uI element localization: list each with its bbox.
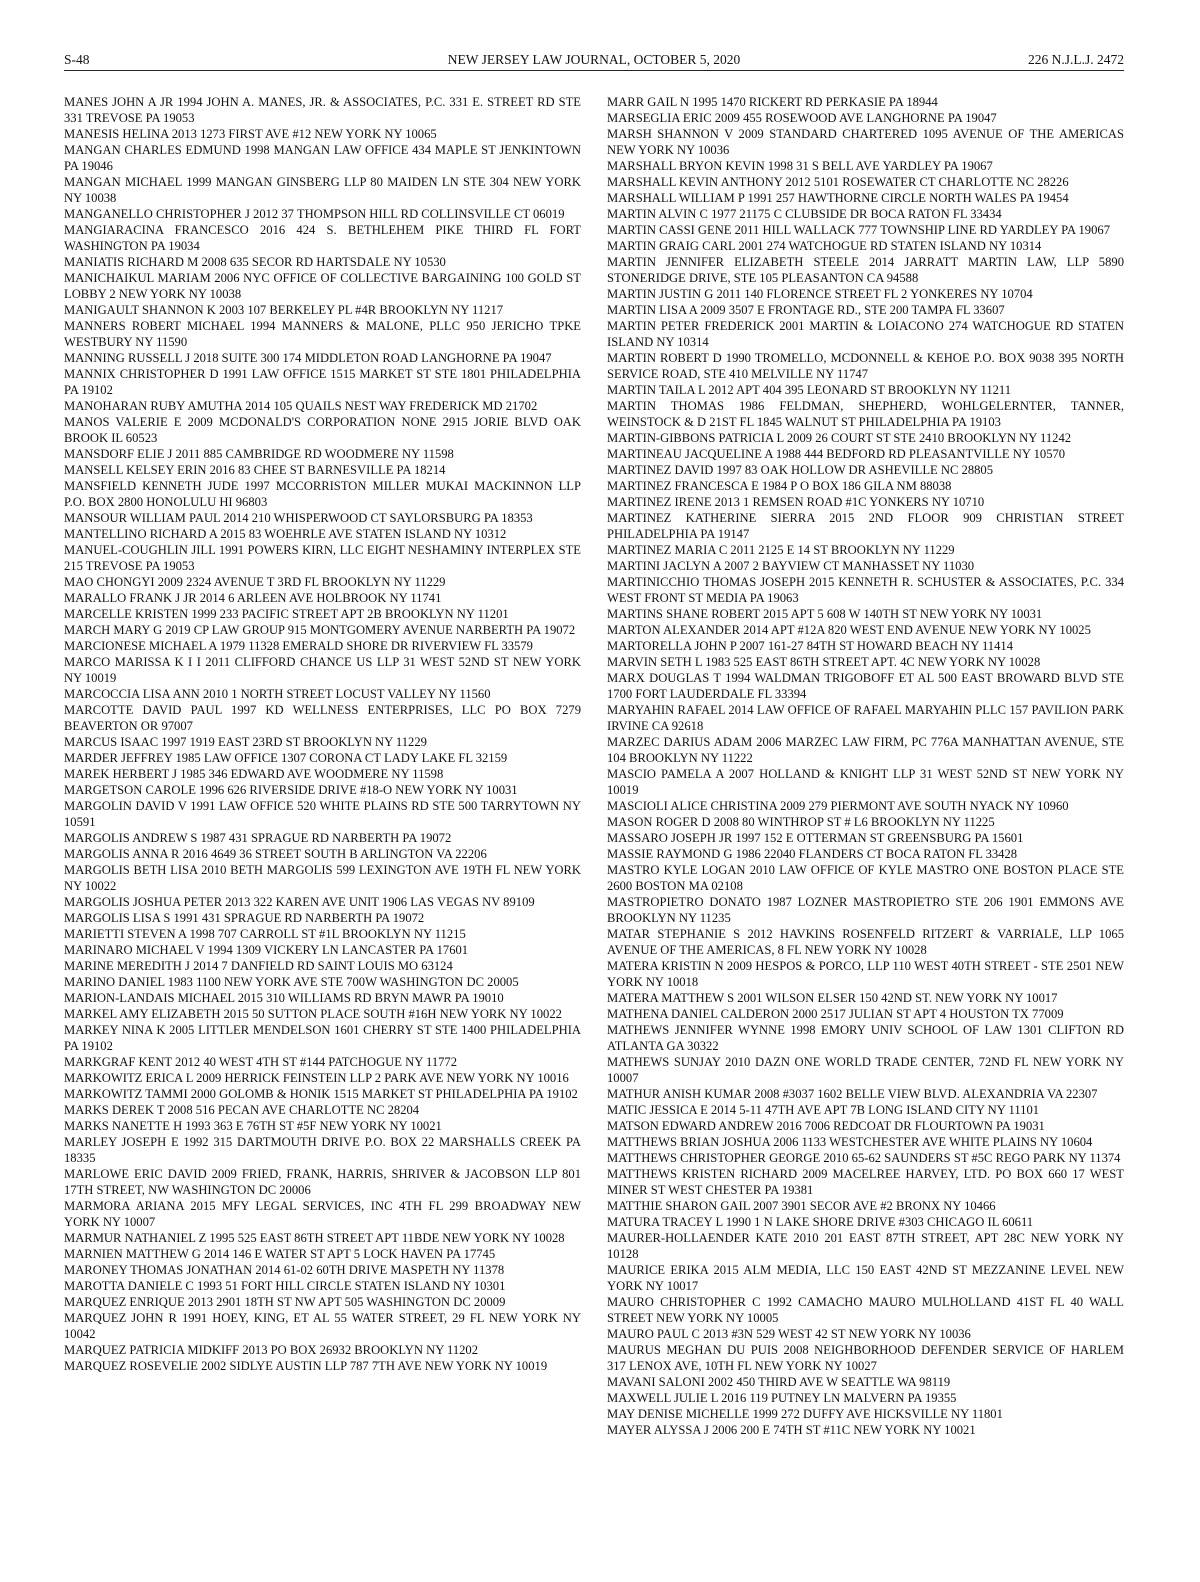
attorney-entry: MARTIN PETER FREDERICK 2001 MARTIN & LOIACONO 274 WATCHOGUE RD STATEN ISLAND NY 10314 bbox=[607, 319, 1124, 349]
attorney-entry: MATTHEWS KRISTEN RICHARD 2009 MACELREE HARVEY, LTD. PO BOX 660 17 WEST MINER ST WEST CHESTER PA 19381 bbox=[607, 1167, 1124, 1197]
attorney-entry: MANIATIS RICHARD M 2008 635 SECOR RD HARTSDALE NY 10530 bbox=[64, 255, 446, 269]
attorney-entry: MARGOLIS ANDREW S 1987 431 SPRAGUE RD NARBERTH PA 19072 bbox=[64, 831, 452, 845]
attorney-entry: MARKGRAF KENT 2012 40 WEST 4TH ST #144 PATCHOGUE NY 11772 bbox=[64, 1055, 458, 1069]
attorney-entry: MARGOLIN DAVID V 1991 LAW OFFICE 520 WHITE PLAINS RD STE 500 TARRYTOWN NY 10591 bbox=[64, 799, 581, 829]
attorney-entry: MANNIX CHRISTOPHER D 1991 LAW OFFICE 1515 MARKET ST STE 1801 PHILADELPHIA PA 19102 bbox=[64, 367, 581, 397]
attorney-entry: MARINARO MICHAEL V 1994 1309 VICKERY LN LANCASTER PA 17601 bbox=[64, 943, 469, 957]
attorney-entry: MANTELLINO RICHARD A 2015 83 WOEHRLE AVE STATEN ISLAND NY 10312 bbox=[64, 527, 507, 541]
attorney-entry: MATTHEWS BRIAN JOSHUA 2006 1133 WESTCHESTER AVE WHITE PLAINS NY 10604 bbox=[607, 1135, 1093, 1149]
attorney-entry: MARLEY JOSEPH E 1992 315 DARTMOUTH DRIVE P.O. BOX 22 MARSHALLS CREEK PA 18335 bbox=[64, 1135, 581, 1165]
attorney-entry: MARTINEZ KATHERINE SIERRA 2015 2ND FLOOR 909 CHRISTIAN STREET PHILADELPHIA PA 19147 bbox=[607, 511, 1124, 541]
attorney-entry: MANGAN CHARLES EDMUND 1998 MANGAN LAW OFFICE 434 MAPLE ST JENKINTOWN PA 19046 bbox=[64, 143, 581, 173]
attorney-entry: MARSHALL WILLIAM P 1991 257 HAWTHORNE CIRCLE NORTH WALES PA 19454 bbox=[607, 191, 1069, 205]
attorney-entry: MATHENA DANIEL CALDERON 2000 2517 JULIAN ST APT 4 HOUSTON TX 77009 bbox=[607, 1007, 1064, 1021]
attorney-entry: MATHUR ANISH KUMAR 2008 #3037 1602 BELLE VIEW BLVD. ALEXANDRIA VA 22307 bbox=[607, 1087, 1098, 1101]
attorney-entry: MARTINICCHIO THOMAS JOSEPH 2015 KENNETH R. SCHUSTER & ASSOCIATES, P.C. 334 WEST FRONT ST MEDIA PA 19063 bbox=[607, 575, 1124, 605]
attorney-entry: MARKEL AMY ELIZABETH 2015 50 SUTTON PLACE SOUTH #16H NEW YORK NY 10022 bbox=[64, 1007, 562, 1021]
attorney-entry: MATSON EDWARD ANDREW 2016 7006 REDCOAT DR FLOURTOWN PA 19031 bbox=[607, 1119, 1045, 1133]
attorney-entry: MARTIN CASSI GENE 2011 HILL WALLACK 777 TOWNSHIP LINE RD YARDLEY PA 19067 bbox=[607, 223, 1110, 237]
attorney-entry: MARTIN TAILA L 2012 APT 404 395 LEONARD ST BROOKLYN NY 11211 bbox=[607, 383, 1012, 397]
right-column bbox=[607, 94, 1124, 1438]
attorney-entry: MARKOWITZ TAMMI 2000 GOLOMB & HONIK 1515 MARKET ST PHILADELPHIA PA 19102 bbox=[64, 1087, 578, 1101]
attorney-entry: MARINE MEREDITH J 2014 7 DANFIELD RD SAINT LOUIS MO 63124 bbox=[64, 959, 453, 973]
attorney-entry: MATERA KRISTIN N 2009 HESPOS & PORCO, LLP 110 WEST 40TH STREET - STE 2501 NEW YORK NY 10018 bbox=[607, 959, 1124, 989]
attorney-entry: MARQUEZ JOHN R 1991 HOEY, KING, ET AL 55 WATER STREET, 29 FL NEW YORK NY 10042 bbox=[64, 1311, 581, 1341]
attorney-entry: MARTINEZ DAVID 1997 83 OAK HOLLOW DR ASHEVILLE NC 28805 bbox=[607, 463, 994, 477]
attorney-entry: MAO CHONGYI 2009 2324 AVENUE T 3RD FL BROOKLYN NY 11229 bbox=[64, 575, 446, 589]
attorney-entry: MANOHARAN RUBY AMUTHA 2014 105 QUAILS NEST WAY FREDERICK MD 21702 bbox=[64, 399, 538, 413]
attorney-entry: MANSFIELD KENNETH JUDE 1997 MCCORRISTON MILLER MUKAI MACKINNON LLP P.O. BOX 2800 HONOLULU HI 96803 bbox=[64, 479, 581, 509]
attorney-entry: MAURO PAUL C 2013 #3N 529 WEST 42 ST NEW YORK NY 10036 bbox=[607, 1327, 971, 1341]
attorney-entry: MARSHALL KEVIN ANTHONY 2012 5101 ROSEWATER CT CHARLOTTE NC 28226 bbox=[607, 175, 1069, 189]
attorney-entry: MAURUS MEGHAN DU PUIS 2008 NEIGHBORHOOD DEFENDER SERVICE OF HARLEM 317 LENOX AVE, 10TH FL NEW YORK NY 10027 bbox=[607, 1343, 1124, 1373]
attorney-entry: MATTHIE SHARON GAIL 2007 3901 SECOR AVE #2 BRONX NY 10466 bbox=[607, 1199, 996, 1213]
attorney-entry: MAXWELL JULIE L 2016 119 PUTNEY LN MALVERN PA 19355 bbox=[607, 1391, 957, 1405]
attorney-entry: MARALLO FRANK J JR 2014 6 ARLEEN AVE HOLBROOK NY 11741 bbox=[64, 591, 442, 605]
attorney-entry: MARGOLIS BETH LISA 2010 BETH MARGOLIS 599 LEXINGTON AVE 19TH FL NEW YORK NY 10022 bbox=[64, 863, 581, 893]
attorney-entry: MARTIN THOMAS 1986 FELDMAN, SHEPHERD, WOHLGELERNTER, TANNER, WEINSTOCK & D 21ST FL 1845 WALNUT ST PHILADELPHIA PA 19103 bbox=[607, 399, 1124, 429]
attorney-entry: MARTINS SHANE ROBERT 2015 APT 5 608 W 140TH ST NEW YORK NY 10031 bbox=[607, 607, 1043, 621]
attorney-entry: MARTIN-GIBBONS PATRICIA L 2009 26 COURT ST STE 2410 BROOKLYN NY 11242 bbox=[607, 431, 1072, 445]
attorney-entry: MARX DOUGLAS T 1994 WALDMAN TRIGOBOFF ET AL 500 EAST BROWARD BLVD STE 1700 FORT LAUDERDALE FL 33394 bbox=[607, 671, 1124, 701]
attorney-entry: MARNIEN MATTHEW G 2014 146 E WATER ST APT 5 LOCK HAVEN PA 17745 bbox=[64, 1247, 496, 1261]
attorney-entry: MASSARO JOSEPH JR 1997 152 E OTTERMAN ST GREENSBURG PA 15601 bbox=[607, 831, 1024, 845]
attorney-entry: MANGAN MICHAEL 1999 MANGAN GINSBERG LLP 80 MAIDEN LN STE 304 NEW YORK NY 10038 bbox=[64, 175, 581, 205]
attorney-entry: MARMUR NATHANIEL Z 1995 525 EAST 86TH STREET APT 11BDE NEW YORK NY 10028 bbox=[64, 1231, 565, 1245]
attorney-entry: MARGETSON CAROLE 1996 626 RIVERSIDE DRIVE #18-O NEW YORK NY 10031 bbox=[64, 783, 518, 797]
attorney-entry: MAYER ALYSSA J 2006 200 E 74TH ST #11C NEW YORK NY 10021 bbox=[607, 1423, 976, 1437]
attorney-entry: MARKOWITZ ERICA L 2009 HERRICK FEINSTEIN LLP 2 PARK AVE NEW YORK NY 10016 bbox=[64, 1071, 569, 1085]
attorney-entry: MARQUEZ ROSEVELIE 2002 SIDLYE AUSTIN LLP 787 7TH AVE NEW YORK NY 10019 bbox=[64, 1359, 548, 1373]
attorney-entry: MAROTTA DANIELE C 1993 51 FORT HILL CIRCLE STATEN ISLAND NY 10301 bbox=[64, 1279, 506, 1293]
attorney-entry: MANOS VALERIE E 2009 MCDONALD'S CORPORATION NONE 2915 JORIE BLVD OAK BROOK IL 60523 bbox=[64, 415, 581, 445]
attorney-entry: MARDER JEFFREY 1985 LAW OFFICE 1307 CORONA CT LADY LAKE FL 32159 bbox=[64, 751, 508, 765]
attorney-entry: MARMORA ARIANA 2015 MFY LEGAL SERVICES, INC 4TH FL 299 BROADWAY NEW YORK NY 10007 bbox=[64, 1199, 581, 1229]
attorney-entry: MARCIONESE MICHAEL A 1979 11328 EMERALD SHORE DR RIVERVIEW FL 33579 bbox=[64, 639, 533, 653]
attorney-entry: MASTROPIETRO DONATO 1987 LOZNER MASTROPIETRO STE 206 1901 EMMONS AVE BROOKLYN NY 11235 bbox=[607, 895, 1124, 925]
attorney-entry: MASTRO KYLE LOGAN 2010 LAW OFFICE OF KYLE MASTRO ONE BOSTON PLACE STE 2600 BOSTON MA 02108 bbox=[607, 863, 1124, 893]
attorney-entry: MARCUS ISAAC 1997 1919 EAST 23RD ST BROOKLYN NY 11229 bbox=[64, 735, 427, 749]
citation: 226 N.J.L.J. 2472 bbox=[1027, 52, 1124, 67]
attorney-entry: MARTINEZ MARIA C 2011 2125 E 14 ST BROOKLYN NY 11229 bbox=[607, 543, 955, 557]
attorney-entry: MANIGAULT SHANNON K 2003 107 BERKELEY PL #4R BROOKLYN NY 11217 bbox=[64, 303, 504, 317]
attorney-entry: MANSDORF ELIE J 2011 885 CAMBRIDGE RD WOODMERE NY 11598 bbox=[64, 447, 454, 461]
attorney-entry: MASCIOLI ALICE CHRISTINA 2009 279 PIERMONT AVE SOUTH NYACK NY 10960 bbox=[607, 799, 1069, 813]
attorney-entry: MATAR STEPHANIE S 2012 HAVKINS ROSENFELD RITZERT & VARRIALE, LLP 1065 AVENUE OF THE AMERICAS, 8 FL NEW YORK NY 10028 bbox=[607, 927, 1124, 957]
attorney-entry: MARION-LANDAIS MICHAEL 2015 310 WILLIAMS RD BRYN MAWR PA 19010 bbox=[64, 991, 504, 1005]
page-number: S-48 bbox=[64, 52, 90, 67]
attorney-entry: MASCIO PAMELA A 2007 HOLLAND & KNIGHT LLP 31 WEST 52ND ST NEW YORK NY 10019 bbox=[607, 767, 1124, 797]
attorney-entry: MARCOCCIA LISA ANN 2010 1 NORTH STREET LOCUST VALLEY NY 11560 bbox=[64, 687, 491, 701]
attorney-entry: MAVANI SALONI 2002 450 THIRD AVE W SEATTLE WA 98119 bbox=[607, 1375, 951, 1389]
attorney-entry: MARTINEZ FRANCESCA E 1984 P O BOX 186 GILA NM 88038 bbox=[607, 479, 952, 493]
attorney-entry: MANGANELLO CHRISTOPHER J 2012 37 THOMPSON HILL RD COLLINSVILLE CT 06019 bbox=[64, 207, 565, 221]
attorney-entry: MAURICE ERIKA 2015 ALM MEDIA, LLC 150 EAST 42ND ST MEZZANINE LEVEL NEW YORK NY 10017 bbox=[607, 1263, 1124, 1293]
attorney-entry: MANNING RUSSELL J 2018 SUITE 300 174 MIDDLETON ROAD LANGHORNE PA 19047 bbox=[64, 351, 552, 365]
attorney-entry: MARVIN SETH L 1983 525 EAST 86TH STREET APT. 4C NEW YORK NY 10028 bbox=[607, 655, 1041, 669]
attorney-entry: MARTINEZ IRENE 2013 1 REMSEN ROAD #1C YONKERS NY 10710 bbox=[607, 495, 985, 509]
attorney-entry: MARGOLIS LISA S 1991 431 SPRAGUE RD NARBERTH PA 19072 bbox=[64, 911, 425, 925]
attorney-entry: MARCELLE KRISTEN 1999 233 PACIFIC STREET APT 2B BROOKLYN NY 11201 bbox=[64, 607, 509, 621]
attorney-entry: MARSHALL BRYON KEVIN 1998 31 S BELL AVE YARDLEY PA 19067 bbox=[607, 159, 993, 173]
attorney-entry: MARTORELLA JOHN P 2007 161-27 84TH ST HOWARD BEACH NY 11414 bbox=[607, 639, 1013, 653]
attorney-entry: MANUEL-COUGHLIN JILL 1991 POWERS KIRN, LLC EIGHT NESHAMINY INTERPLEX STE 215 TREVOSE PA 19053 bbox=[64, 543, 581, 573]
attorney-entry: MANSELL KELSEY ERIN 2016 83 CHEE ST BARNESVILLE PA 18214 bbox=[64, 463, 446, 477]
attorney-entry: MARGOLIS ANNA R 2016 4649 36 STREET SOUTH B ARLINGTON VA 22206 bbox=[64, 847, 487, 861]
attorney-entry: MARTIN JENNIFER ELIZABETH STEELE 2014 JARRATT MARTIN LAW, LLP 5890 STONERIDGE DRIVE, STE 105 PLEASANTON CA 94588 bbox=[607, 255, 1124, 285]
attorney-entry: MARTIN LISA A 2009 3507 E FRONTAGE RD., STE 200 TAMPA FL 33607 bbox=[607, 303, 1005, 317]
attorney-entry: MAY DENISE MICHELLE 1999 272 DUFFY AVE HICKSVILLE NY 11801 bbox=[607, 1407, 1003, 1421]
attorney-entry: MARTINI JACLYN A 2007 2 BAYVIEW CT MANHASSET NY 11030 bbox=[607, 559, 975, 573]
attorney-entry: MATTHEWS CHRISTOPHER GEORGE 2010 65-62 SAUNDERS ST #5C REGO PARK NY 11374 bbox=[607, 1151, 1121, 1165]
attorney-entry: MANESIS HELINA 2013 1273 FIRST AVE #12 NEW YORK NY 10065 bbox=[64, 127, 437, 141]
journal-title: NEW JERSEY LAW JOURNAL, OCTOBER 5, 2020 bbox=[447, 52, 741, 67]
attorney-entry: MARTINEAU JACQUELINE A 1988 444 BEDFORD RD PLEASANTVILLE NY 10570 bbox=[607, 447, 1066, 461]
attorney-entry: MARKS DEREK T 2008 516 PECAN AVE CHARLOTTE NC 28204 bbox=[64, 1103, 420, 1117]
attorney-entry: MAURO CHRISTOPHER C 1992 CAMACHO MAURO MULHOLLAND 41ST FL 40 WALL STREET NEW YORK NY 10005 bbox=[607, 1295, 1124, 1325]
attorney-entry: MATERA MATTHEW S 2001 WILSON ELSER 150 42ND ST. NEW YORK NY 10017 bbox=[607, 991, 1058, 1005]
attorney-entry: MATHEWS SUNJAY 2010 DAZN ONE WORLD TRADE CENTER, 72ND FL NEW YORK NY 10007 bbox=[607, 1055, 1124, 1085]
attorney-entry: MATURA TRACEY L 1990 1 N LAKE SHORE DRIVE #303 CHICAGO IL 60611 bbox=[607, 1215, 1034, 1229]
attorney-entry: MANICHAIKUL MARIAM 2006 NYC OFFICE OF COLLECTIVE BARGAINING 100 GOLD ST LOBBY 2 NEW YORK NY 10038 bbox=[64, 271, 581, 301]
attorney-entry: MARONEY THOMAS JONATHAN 2014 61-02 60TH DRIVE MASPETH NY 11378 bbox=[64, 1263, 505, 1277]
attorney-entry: MAREK HERBERT J 1985 346 EDWARD AVE WOODMERE NY 11598 bbox=[64, 767, 444, 781]
attorney-entry: MARCH MARY G 2019 CP LAW GROUP 915 MONTGOMERY AVENUE NARBERTH PA 19072 bbox=[64, 623, 576, 637]
attorney-entry: MARTON ALEXANDER 2014 APT #12A 820 WEST END AVENUE NEW YORK NY 10025 bbox=[607, 623, 1091, 637]
attorney-entry: MARTIN GRAIG CARL 2001 274 WATCHOGUE RD STATEN ISLAND NY 10314 bbox=[607, 239, 1042, 253]
attorney-entry: MARTIN ROBERT D 1990 TROMELLO, MCDONNELL & KEHOE P.O. BOX 9038 395 NORTH SERVICE ROAD, STE 410 MELVILLE NY 11747 bbox=[607, 351, 1124, 381]
attorney-entry: MASSIE RAYMOND G 1986 22040 FLANDERS CT BOCA RATON FL 33428 bbox=[607, 847, 1018, 861]
attorney-entry: MARGOLIS JOSHUA PETER 2013 322 KAREN AVE UNIT 1906 LAS VEGAS NV 89109 bbox=[64, 895, 535, 909]
attorney-entry: MARSEGLIA ERIC 2009 455 ROSEWOOD AVE LANGHORNE PA 19047 bbox=[607, 111, 997, 125]
attorney-entry: MARTIN ALVIN C 1977 21175 C CLUBSIDE DR BOCA RATON FL 33434 bbox=[607, 207, 1002, 221]
attorney-entry: MARQUEZ ENRIQUE 2013 2901 18TH ST NW APT 505 WASHINGTON DC 20009 bbox=[64, 1295, 506, 1309]
left-column bbox=[64, 94, 581, 1374]
attorney-entry: MARZEC DARIUS ADAM 2006 MARZEC LAW FIRM, PC 776A MANHATTAN AVENUE, STE 104 BROOKLYN NY 11222 bbox=[607, 735, 1124, 765]
attorney-entry: MARR GAIL N 1995 1470 RICKERT RD PERKASIE PA 18944 bbox=[607, 95, 938, 109]
attorney-entry: MARKS NANETTE H 1993 363 E 76TH ST #5F NEW YORK NY 10021 bbox=[64, 1119, 442, 1133]
page-header bbox=[64, 50, 1124, 71]
attorney-entry: MARLOWE ERIC DAVID 2009 FRIED, FRANK, HARRIS, SHRIVER & JACOBSON LLP 801 17TH STREET, NW WASHINGTON DC 20006 bbox=[64, 1167, 581, 1197]
attorney-entry: MAURER-HOLLAENDER KATE 2010 201 EAST 87TH STREET, APT 28C NEW YORK NY 10128 bbox=[607, 1231, 1124, 1261]
attorney-entry: MARCO MARISSA K I I 2011 CLIFFORD CHANCE US LLP 31 WEST 52ND ST NEW YORK NY 10019 bbox=[64, 655, 581, 685]
attorney-entry: MASON ROGER D 2008 80 WINTHROP ST # L6 BROOKLYN NY 11225 bbox=[607, 815, 995, 829]
attorney-entry: MARYAHIN RAFAEL 2014 LAW OFFICE OF RAFAEL MARYAHIN PLLC 157 PAVILION PARK IRVINE CA 92618 bbox=[607, 703, 1124, 733]
attorney-entry: MARSH SHANNON V 2009 STANDARD CHARTERED 1095 AVENUE OF THE AMERICAS NEW YORK NY 10036 bbox=[607, 127, 1124, 157]
attorney-entry: MANNERS ROBERT MICHAEL 1994 MANNERS & MALONE, PLLC 950 JERICHO TPKE WESTBURY NY 11590 bbox=[64, 319, 581, 349]
attorney-entry: MATHEWS JENNIFER WYNNE 1998 EMORY UNIV SCHOOL OF LAW 1301 CLIFTON RD ATLANTA GA 30322 bbox=[607, 1023, 1124, 1053]
attorney-entry: MARIETTI STEVEN A 1998 707 CARROLL ST #1L BROOKLYN NY 11215 bbox=[64, 927, 466, 941]
attorney-entry: MATIC JESSICA E 2014 5-11 47TH AVE APT 7B LONG ISLAND CITY NY 11101 bbox=[607, 1103, 1040, 1117]
attorney-entry: MANGIARACINA FRANCESCO 2016 424 S. BETHLEHEM PIKE THIRD FL FORT WASHINGTON PA 19034 bbox=[64, 223, 581, 253]
attorney-entry: MARTIN JUSTIN G 2011 140 FLORENCE STREET FL 2 YONKERES NY 10704 bbox=[607, 287, 1033, 301]
attorney-entry: MANSOUR WILLIAM PAUL 2014 210 WHISPERWOOD CT SAYLORSBURG PA 18353 bbox=[64, 511, 533, 525]
attorney-entry: MANES JOHN A JR 1994 JOHN A. MANES, JR. & ASSOCIATES, P.C. 331 E. STREET RD STE 331 TREVOSE PA 19053 bbox=[64, 95, 581, 125]
attorney-entry: MARINO DANIEL 1983 1100 NEW YORK AVE STE 700W WASHINGTON DC 20005 bbox=[64, 975, 519, 989]
attorney-entry: MARKEY NINA K 2005 LITTLER MENDELSON 1601 CHERRY ST STE 1400 PHILADELPHIA PA 19102 bbox=[64, 1023, 581, 1053]
attorney-entry: MARCOTTE DAVID PAUL 1997 KD WELLNESS ENTERPRISES, LLC PO BOX 7279 BEAVERTON OR 97007 bbox=[64, 703, 581, 733]
attorney-entry: MARQUEZ PATRICIA MIDKIFF 2013 PO BOX 26932 BROOKLYN NY 11202 bbox=[64, 1343, 479, 1357]
